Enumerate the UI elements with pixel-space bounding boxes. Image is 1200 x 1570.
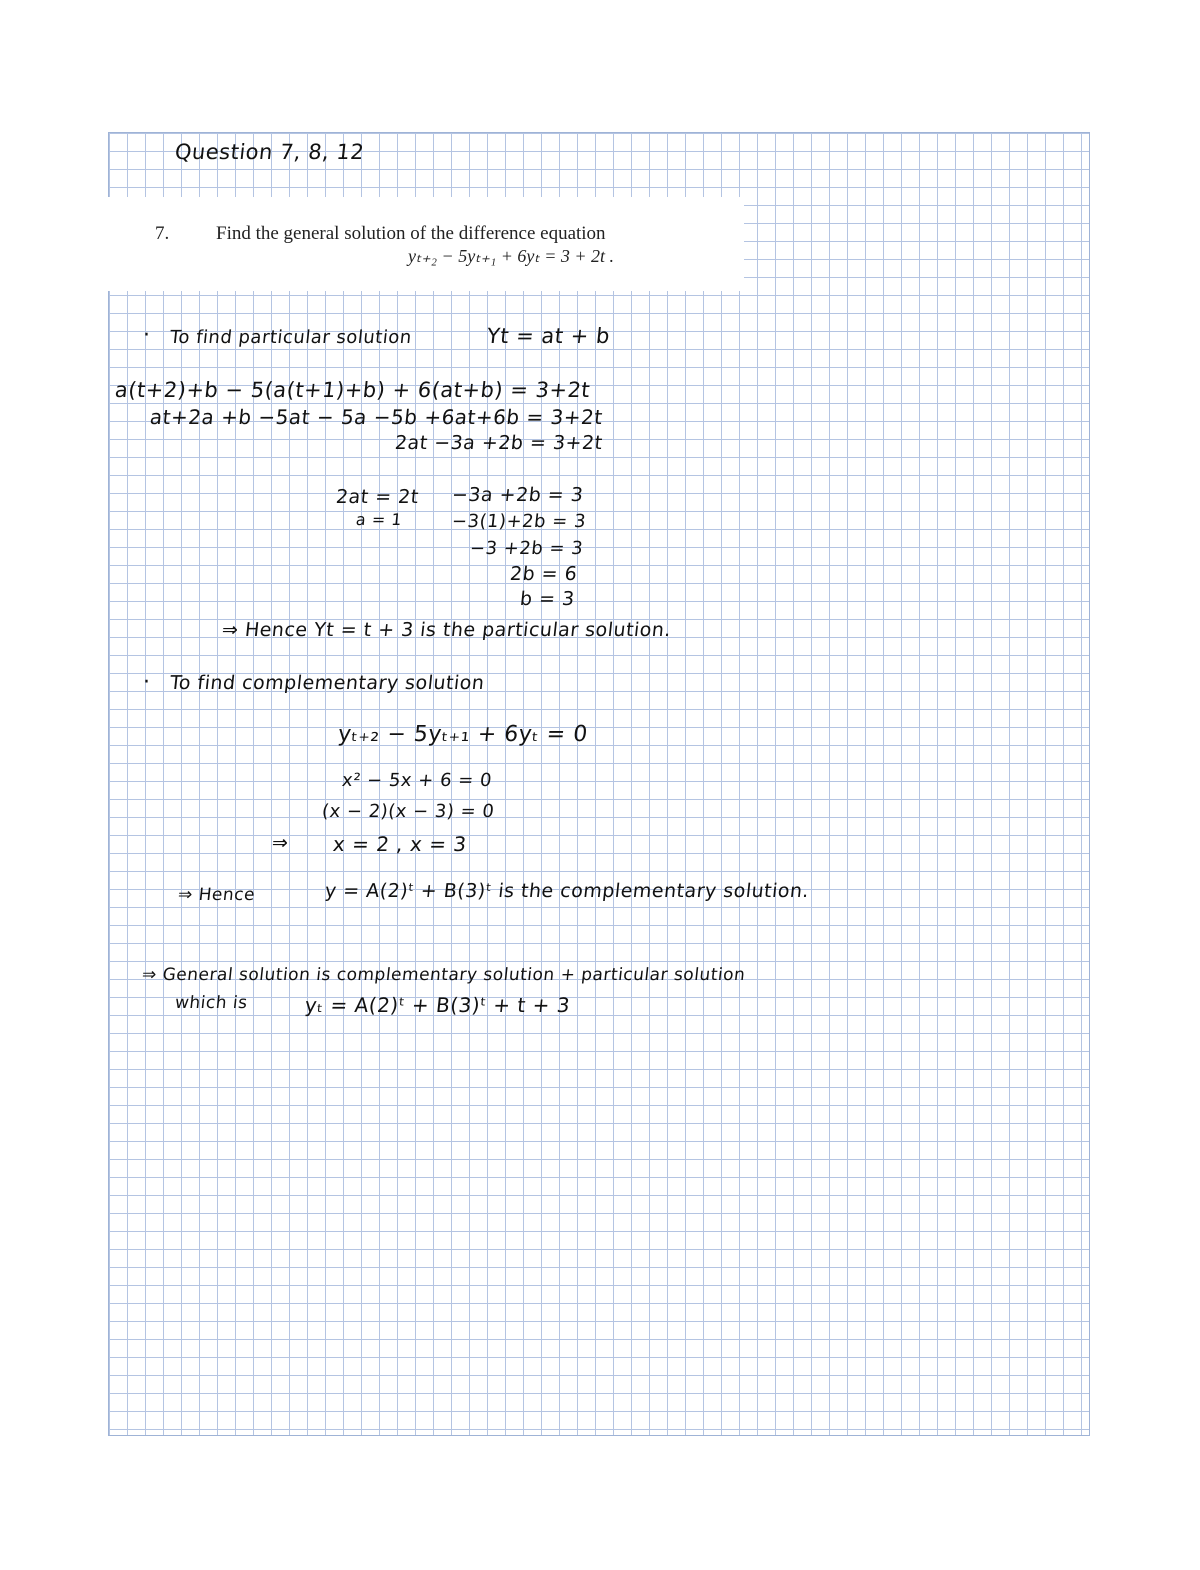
complementary-line-3: (x − 2)(x − 3) = 0 xyxy=(320,801,496,822)
general-line-2-label: which is xyxy=(173,993,249,1013)
question-box xyxy=(108,197,744,291)
left-col-2: a = 1 xyxy=(355,510,404,529)
complementary-heading: To find complementary solution xyxy=(168,672,486,694)
general-line-1: ⇒ General solution is complementary solution + particular solution xyxy=(140,965,747,985)
particular-heading: To find particular solution xyxy=(168,327,413,348)
particular-line-3: 2at −3a +2b = 3+2t xyxy=(393,432,604,454)
particular-conclusion: ⇒ Hence Yt = t + 3 is the particular solution. xyxy=(220,619,673,641)
particular-guess: Yt = at + b xyxy=(485,324,612,348)
complementary-line-2: x² − 5x + 6 = 0 xyxy=(340,770,494,791)
left-col-1: 2at = 2t xyxy=(334,486,420,508)
right-col-4: 2b = 6 xyxy=(508,563,579,585)
right-col-3: −3 +2b = 3 xyxy=(468,538,585,559)
particular-line-1: a(t+2)+b − 5(a(t+1)+b) + 6(at+b) = 3+2t xyxy=(113,378,592,402)
roots-arrow: ⇒ xyxy=(270,832,290,854)
complementary-line-1: yₜ₊₂ − 5yₜ₊₁ + 6yₜ = 0 xyxy=(336,722,589,747)
particular-line-2: at+2a +b −5at − 5a −5b +6at+6b = 3+2t xyxy=(148,405,604,429)
question-number: 7. xyxy=(155,223,170,244)
right-col-5: b = 3 xyxy=(518,588,576,610)
right-col-1: −3a +2b = 3 xyxy=(450,484,585,506)
question-equation: yₜ₊₂ − 5yₜ₊₁ + 6yₜ = 3 + 2t . xyxy=(408,246,614,266)
header-title: Question 7, 8, 12 xyxy=(173,140,366,164)
bullet-particular: · xyxy=(143,323,150,348)
bullet-complementary: · xyxy=(143,670,150,695)
right-col-2: −3(1)+2b = 3 xyxy=(450,511,588,532)
complementary-result: y = A(2)ᵗ + B(3)ᵗ is the complementary solution. xyxy=(323,880,811,902)
question-text: Find the general solution of the difference equation xyxy=(216,223,606,244)
hence-label: ⇒ Hence xyxy=(176,885,257,905)
complementary-roots: x = 2 , x = 3 xyxy=(331,832,468,856)
general-line-2-equation: yₜ = A(2)ᵗ + B(3)ᵗ + t + 3 xyxy=(303,993,572,1017)
